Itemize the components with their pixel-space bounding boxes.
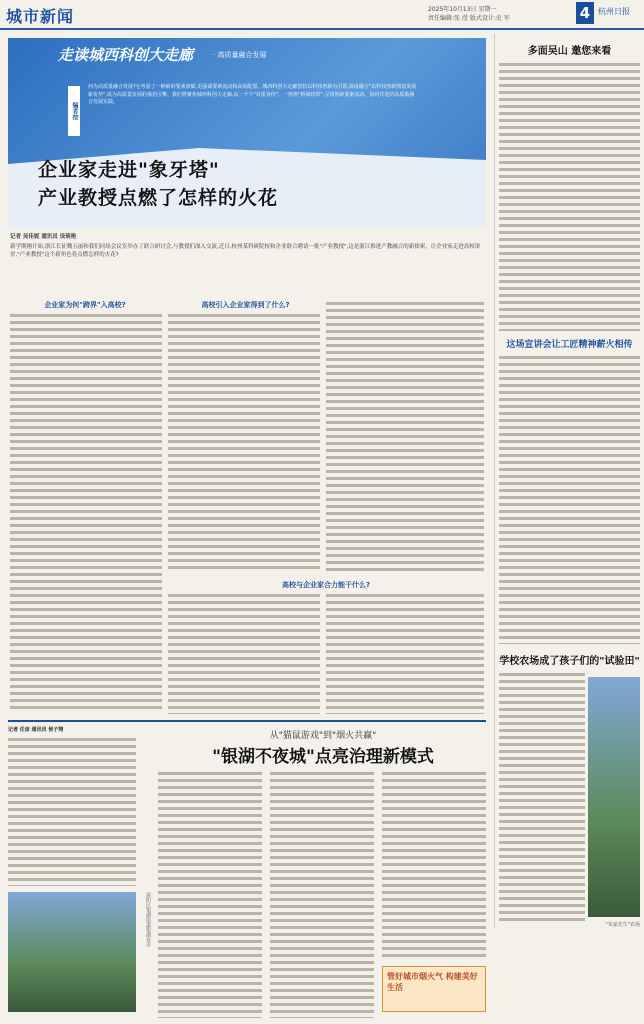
policy-badge <box>382 966 486 1012</box>
article-column-2 <box>168 312 320 572</box>
editor-note-text: 何为高质量融合发展?它考验了一种新的要素禀赋,更强调要素流动和高效配置。城西科创大走廊坚持以科技创新为引领,深度融合"以科技创新塑造发展新优势",成为高质量发展的强劲引擎。我们将聚焦城西科创大走廊,从一个个"双重身份"、一座座"桥梁纽带",寻找创新要素流动、协同共进的高质量融合发展实践。 <box>88 84 417 105</box>
headline-line2: 产业教授点燃了怎样的火花 <box>38 187 279 209</box>
bottom-headline: "银湖不夜城"点亮治理新模式 <box>212 747 434 767</box>
bottom-side-text <box>8 736 136 886</box>
badge-text: 管好城市烟火气 构建美好生活 <box>387 972 478 992</box>
page-number: 4 <box>576 2 594 24</box>
story-title-craftsman: 这场宣讲会让工匠精神薪火相传 <box>506 340 633 350</box>
bottom-kicker: 从"猫鼠游戏"到"烟火共赢" <box>269 731 377 741</box>
editor-note-tag: 编者按 <box>68 86 80 136</box>
banner-title: 走读城西科创大走廊 <box>58 46 194 64</box>
farm-photo <box>588 677 640 917</box>
article-column-1 <box>10 312 162 712</box>
story-body-craftsman <box>499 354 640 644</box>
banner-subtitle: · 高质量融合发展 <box>213 51 267 59</box>
night-market-photo <box>8 892 136 1012</box>
right-column <box>494 34 640 928</box>
page-header <box>0 0 644 30</box>
bottom-column-3 <box>382 770 486 960</box>
byline: 记者 吴佳妮 通讯员 设琰艳 <box>10 234 77 240</box>
subhead-2: 高校引入企业家得到了什么? <box>201 301 290 309</box>
feature-lead <box>10 233 484 259</box>
bottom-column-1 <box>158 770 262 1018</box>
feature-banner <box>8 38 486 228</box>
article-column-3 <box>326 300 484 572</box>
bottom-byline: 记者 任彦 通讯员 侯子翔 <box>8 727 64 733</box>
paper-logo: 杭州日报 <box>598 7 630 16</box>
story-title-wushan: 多面吴山 邀您来看 <box>527 46 612 57</box>
story-body-wushan <box>499 61 640 331</box>
side-photo-caption: 富阳区银湖街道银湖夜市 <box>145 892 151 947</box>
bottom-column-2 <box>270 770 374 1018</box>
subhead-3: 高校与企业家合力能干什么? <box>281 581 371 589</box>
headline-line1: 企业家走进"象牙塔" <box>38 159 220 181</box>
farm-photo-caption: "朱家先生"农场 <box>605 922 640 928</box>
article-column-5 <box>326 592 484 714</box>
article-column-4 <box>168 592 320 714</box>
subhead-1: 企业家为何"跨界"入高校? <box>44 301 126 309</box>
story-title-farm: 学校农场成了孩子们的"试验田" <box>499 656 640 667</box>
bottom-story <box>8 720 486 1020</box>
section-title: 城市新闻 <box>6 7 75 26</box>
date-editor-info: 2025年10月13日 星期一 责任编辑:张 滢 版式设计:史 军 <box>428 6 510 22</box>
lead-text: 新学期刚开始,浙江长征魏五丽和我们同场会议室举办了联合研讨会,与教授们深入交流,近日,杭州某科研院校和企业联合聘请一批"产业教授",这是浙江推进产教融合的新探索。让企业家走进高校讲堂,"产业教授"这个新角色将点燃怎样的火花? <box>10 244 481 258</box>
story-body-farm <box>499 671 585 921</box>
